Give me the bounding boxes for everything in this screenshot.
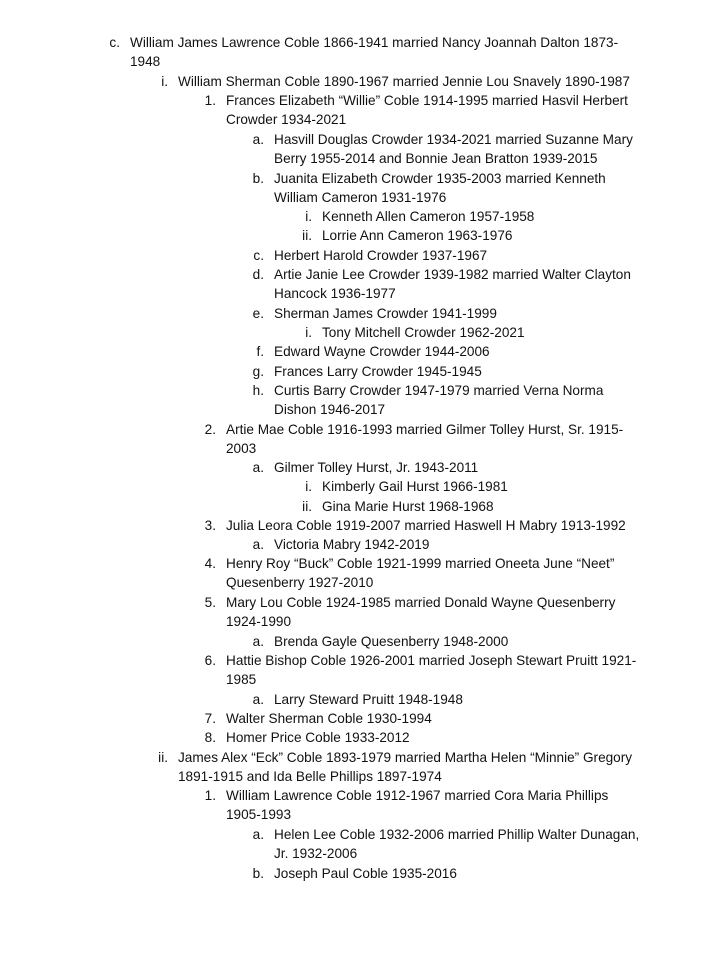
list-item-text: 1924-1990 [226,614,292,630]
list-marker: b. [252,866,264,881]
list-item-text: 2003 [226,441,257,457]
list-marker: 4. [204,556,216,571]
list-marker: e. [252,306,264,321]
list-item-text: Mary Lou Coble 1924-1985 married Donald Wayne Quesenberry [226,595,616,610]
list-item-text: Tony Mitchell Crowder 1962-2021 [322,325,525,340]
list-item-text: Walter Sherman Coble 1930-1994 [226,711,432,726]
list-marker: a. [252,537,264,552]
list-marker: g. [252,364,264,379]
list-item-text: Crowder 1934-2021 [226,112,347,128]
list-item-text: Helen Lee Coble 1932-2006 married Phillip Walter Dunagan, [274,827,640,842]
list-item-text: Larry Steward Pruitt 1948-1948 [274,692,463,707]
list-marker: 1. [204,93,216,108]
list-marker: 8. [204,730,216,745]
list-item-text: 1891-1915 and Ida Belle Phillips 1897-1974 [178,769,442,785]
list-item-text: Artie Mae Coble 1916-1993 married Gilmer Tolley Hurst, Sr. 1915- [226,422,624,437]
list-item-text: Hasvill Douglas Crowder 1934-2021 married Suzanne Mary [274,132,633,147]
list-item-text: Julia Leora Coble 1919-2007 married Haswell H Mabry 1913-1992 [226,518,626,533]
list-item-text: Edward Wayne Crowder 1944-2006 [274,344,490,359]
list-marker: 3. [204,518,216,533]
list-item-text: Lorrie Ann Cameron 1963-1976 [322,228,513,243]
list-item-text: 1985 [226,672,257,688]
list-marker: 5. [204,595,216,610]
list-item-text: Berry 1955-2014 and Bonnie Jean Bratton 1939-2015 [274,151,598,167]
list-item-text: Curtis Barry Crowder 1947-1979 married Verna Norma [274,383,604,398]
list-item-text: William Sherman Coble 1890-1967 married Jennie Lou Snavely 1890-1987 [178,74,630,89]
list-item-text: Quesenberry 1927-2010 [226,575,374,591]
list-item-text: 1905-1993 [226,807,292,823]
list-item-text: 1948 [130,54,161,70]
list-marker: a. [252,827,264,842]
list-item-text: William Cameron 1931-1976 [274,190,447,206]
list-item-text: Juanita Elizabeth Crowder 1935-2003 married Kenneth [274,171,606,186]
list-marker: i. [161,74,168,89]
list-marker: d. [252,267,264,282]
list-marker: c. [253,248,264,263]
list-marker: ii. [302,228,312,243]
list-item-text: Victoria Mabry 1942-2019 [274,537,430,552]
list-marker: 2. [204,422,216,437]
list-item-text: Jr. 1932-2006 [274,846,358,862]
list-marker: 6. [204,653,216,668]
list-item-text: Dishon 1946-2017 [274,402,386,418]
list-item-text: Kimberly Gail Hurst 1966-1981 [322,479,508,494]
list-marker: 7. [204,711,216,726]
list-marker: a. [252,634,264,649]
list-marker: ii. [302,499,312,514]
list-marker: c. [109,35,120,50]
list-item-text: Hattie Bishop Coble 1926-2001 married Joseph Stewart Pruitt 1921- [226,653,637,668]
list-item-text: Artie Janie Lee Crowder 1939-1982 married Walter Clayton [274,267,631,282]
list-marker: i. [305,209,312,224]
list-marker: i. [305,479,312,494]
list-marker: ii. [158,750,168,765]
list-item-text: Sherman James Crowder 1941-1999 [274,306,497,321]
list-item-text: Hancock 1936-1977 [274,286,396,302]
list-marker: f. [256,344,264,359]
list-item-text: Herbert Harold Crowder 1937-1967 [274,248,488,263]
list-item-text: Kenneth Allen Cameron 1957-1958 [322,209,535,224]
list-item-text: Henry Roy “Buck” Coble 1921-1999 married Oneeta June “Neet” [226,556,615,571]
list-item-text: William Lawrence Coble 1912-1967 married Cora Maria Phillips [226,788,609,803]
list-marker: i. [305,325,312,340]
list-marker: 1. [204,788,216,803]
list-marker: a. [252,460,264,475]
list-marker: a. [252,132,264,147]
list-item-text: Frances Elizabeth “Willie” Coble 1914-1995 married Hasvil Herbert [226,93,628,108]
list-item-text: Frances Larry Crowder 1945-1945 [274,364,482,379]
list-marker: h. [252,383,264,398]
list-item-text: William James Lawrence Coble 1866-1941 married Nancy Joannah Dalton 1873- [130,35,619,50]
list-item-text: Joseph Paul Coble 1935-2016 [274,866,457,881]
list-item-text: Brenda Gayle Quesenberry 1948-2000 [274,634,509,649]
list-marker: b. [252,171,264,186]
list-marker: a. [252,692,264,707]
list-item-text: Gina Marie Hurst 1968-1968 [322,499,494,514]
list-item-text: James Alex “Eck” Coble 1893-1979 married Martha Helen “Minnie” Gregory [178,750,633,765]
list-item-text: Homer Price Coble 1933-2012 [226,730,410,745]
list-item-text: Gilmer Tolley Hurst, Jr. 1943-2011 [274,460,479,475]
